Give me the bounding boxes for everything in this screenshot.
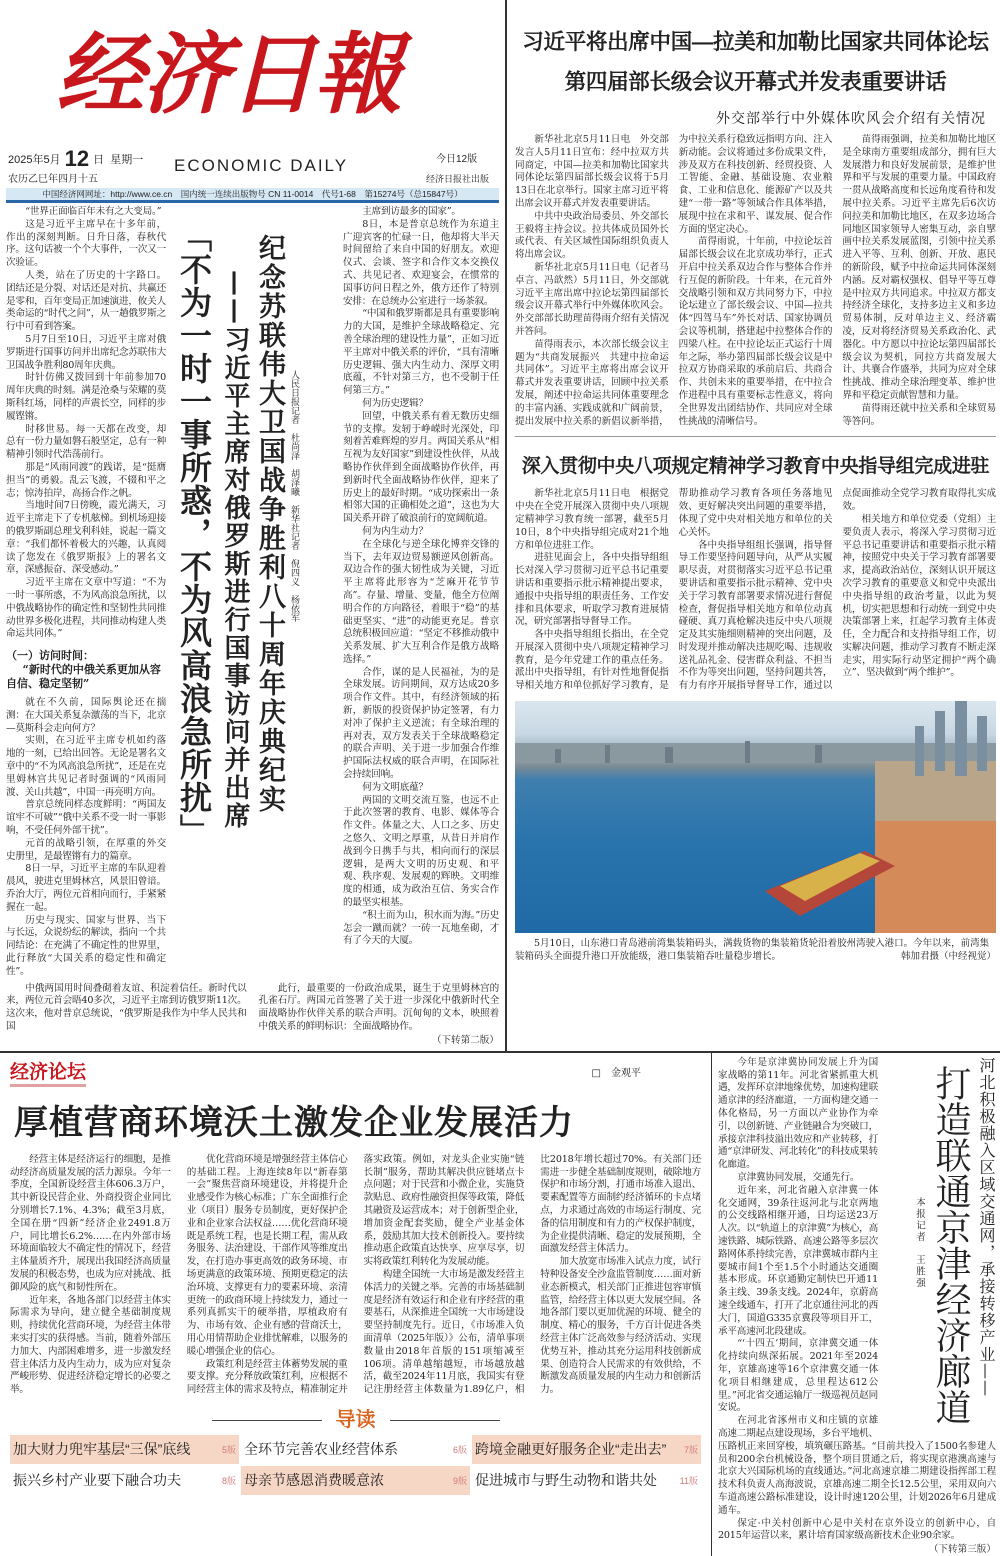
paragraph: “‘十四五’期间，京津冀交通一体化持续向纵深拓展。2021年至2024年，京雄高速等16个京津冀交通一体化项目相继建成，总里程达612公里。”河北省交通运输厅一级巡视员赵同安说。 bbox=[718, 1338, 878, 1414]
lunar-date: 农历乙巳年四月十五 bbox=[8, 174, 98, 185]
paragraph: 苗得雨表示，本次部长级会议主题为“共商发展振兴 共建中拉命运共同体”。习近平主席将出席会议开幕式并发表重要讲话，回顾中拉关系发展，阐述中拉命运共同体重要理念的丰富内涵、实践成就和广阔前景，提出发展中拉关系的新倡议新举措，为中拉关系行稳致远指明方向、注入新动能。会议将通过多份成果文件，涉及双方在科技创新、经贸投资、人工智能、金融、基础设施、农业粮食、工业和信息化、能源矿产以及共建“一带一路”等领域合作具体举措，展现中拉在求和平、谋发展、促合作方面的坚定决心。 bbox=[515, 134, 833, 427]
guide-item[interactable] bbox=[241, 1466, 470, 1495]
paragraph: 何为内生动力？ bbox=[362, 525, 428, 537]
guide-item[interactable] bbox=[10, 1466, 239, 1495]
paragraph: 相关地方和单位党委（党组）主要负责人表示，将深入学习贯彻习近平总书记重要讲话和重要指示批示精神，按照党中央关于学习教育部署要求，提高政治站位，深刻认识开展这次学习教育的重要意义和党中央派出中央指导组的政治考量，以此为契机，切实把思想和行动统一到党中央决策部署上来，扛起学习教育主体责任，全力配合和支持指导组工作，切实解决问题，推动学习教育不断走深走实，用实际行动坚定拥护“两个确立”、坚决做到“两个维护”。 bbox=[842, 513, 996, 679]
date-day: 12 bbox=[64, 146, 90, 171]
feature-subtitle: 纪念苏联伟大卫国战争胜利八十周年庆典纪实 bbox=[254, 234, 285, 814]
paragraph: 5月7日至10日，习近平主席对俄罗斯进行国事访问并出席纪念苏联伟大卫国战争胜利80周年庆典。 bbox=[6, 333, 166, 371]
paragraph: 新华社北京5月11日电 根据党中央在全党开展深入贯彻中央八项规定精神学习教育统一部署，截至5月10日，8个中央指导组完成对21个地方和单位进驻工作。 bbox=[515, 488, 669, 551]
feature-title-block bbox=[172, 206, 337, 979]
date-prefix: 2025年5月 bbox=[8, 154, 61, 166]
top-headline-line-2: 第四届部长级会议开幕式并发表重要讲话 bbox=[564, 70, 947, 94]
paragraph: 加大放宽市场准入试点力度，试行特种设备安全沙盒监管制度……面对新业态新模式，相关部门正推进包容审慎监管，给经营主体以更大发展空间。各地各部门要以更加优渥的环境、健全的制度、精心的服务，千方百计促进各类经营主体广泛高效参与经济活动、实现优势互补，推动其充分运用科技创新成果、创造符合人民需求的有效供给，不断激发高质量发展的内生动力和创新活力。 bbox=[540, 1256, 701, 1396]
hebei-continued: （下转第三版） bbox=[928, 1544, 996, 1556]
paragraph: 苗得雨还就中拉关系和全球贸易等答问。 bbox=[842, 402, 996, 427]
hebei-title-block bbox=[884, 1057, 996, 1437]
port-photo bbox=[515, 701, 996, 933]
paragraph: 主席到访最多的国家”。 bbox=[362, 206, 461, 217]
guide-item-title: 促进城市与野生动物和谐共处 bbox=[475, 1472, 657, 1489]
paragraph: 实则，在习近平主席专机如约落地的一刻，已给出回答。无论是署名文章中的“不为风高浪急所扰”，还是在克里姆林宫共见记者时强调的“风雨同渡、关山共越”，中国一再亮明方向。 bbox=[6, 735, 166, 798]
info-bar: 中国经济网网址：http://www.ce.cn 国内统一连续出版物号 CN 11-0014 代号1-68 第15274号（总15847号） bbox=[6, 188, 499, 203]
photo-caption bbox=[515, 937, 996, 963]
forum-author: □ 金观平 bbox=[591, 1068, 641, 1080]
paragraph: 人类，站在了历史的十字路口。团结还是分裂、对话还是对抗、共赢还是零和，百年变局正加速演进，攸关人类命运的“时代之问”，从一趟俄罗斯之行中可看到答案。 bbox=[6, 269, 166, 333]
feature-article bbox=[6, 206, 499, 979]
feature-left-column bbox=[6, 206, 166, 979]
guide-title bbox=[10, 1403, 701, 1432]
feature-bottom-paragraph: 中俄两国用时间叠砌着友谊、积淀着信任。新时代以来，两位元首会晤40多次，习近平主席到访俄罗斯11次。这次来，他对普京总统说，“俄罗斯是我作为中华人民共和国 bbox=[6, 982, 247, 1033]
paragraph: 这是习近平主席早在十多年前，作出的深刻判断。日升日落，春秋代序。这句话被一个个大事件，一次又一次验证。 bbox=[6, 218, 166, 269]
paragraph: 近年来，各地各部门以经营主体实际需求为导向，建立健全基础制度规则，持续优化营商环境，为经营主体带来实打实的获得感。当前，随着外部压力加大、内部困难增多，进一步激发经营主体活力及内生动力，成为应对复杂严峻形势、促进经济稳定增长的必要之举。 bbox=[10, 1294, 171, 1396]
forum-article bbox=[0, 1053, 712, 1556]
paragraph: 政策红利是经营主体蓄势发展的重要支撑。充分释放政策红利，应根据不同经营主体的需求及特点，精准制定并落实政策。例如，对龙头企业实施“链长制”服务，帮助其解决供应链堵点卡点问题；对于民营和小微企业，实施贷款贴息、政府性融资担保等政策，降低其融资及运营成本；对于创新型企业，增加资金配套奖励，健全产业基金体系，鼓励其加大技术创新投入。要持续推动惠企政策直达快享、应享尽享，切实将政策红利转化为发展动能。 bbox=[186, 1153, 525, 1396]
feature-bottom bbox=[6, 983, 499, 1051]
masthead bbox=[6, 0, 499, 206]
paragraph: 苗得雨强调，拉美和加勒比地区是全球南方重要组成部分，拥有巨大发展潜力和良好发展前景，是维护世界和平与发展的重要力量。中国政府一贯从战略高度和长远角度看待和发展中拉关系。习近平主席先后6次访问拉美和加勒比地区，在双多边场合同地区国家领导人密集互动，亲自擘画中拉关系发展蓝图，引领中拉关系进入平等、互利、创新、开放、惠民的新阶段，赋予中拉命运共同体深刻内涵。反对霸权强权、倡导平等互尊是中拉双方共同追求。中拉双方都支持经济全球化，支持多边主义和多边贸易体制，反对单边主义、经济霸凌，反对将经济贸易关系政治化、武器化。中方愿以中拉论坛第四届部长级会议为契机，同拉方共商发展大计、共襄合作盛举，共同为应对全球性挑战、推动全球治理变革、维护世界和平稳定贡献智慧和力量。 bbox=[842, 134, 996, 401]
paragraph: 8日，本是普京总统作为东道主广迎宾客的忙碌一日，他却将大半天时间留给了来自中国的好朋友。欢迎仪式、会谈、签字和合作文本交换仪式、共见记者、欢迎宴会，在惯常的国事访问日程之外，俄方还作了特别安排：在总统办公室进行一场茶叙。 bbox=[343, 218, 499, 307]
paragraph: 何为文明底蕴？ bbox=[362, 781, 428, 793]
paragraph: 时针仿佛又拨回到十年前参加70周年庆典的时刻。满是沧桑与荣耀的莫斯科红场，同样的声震长空，同样的步履铿锵。 bbox=[6, 372, 166, 422]
hebei-byline: 本报记者 王胜强 bbox=[914, 1196, 925, 1289]
hebei-article bbox=[712, 1053, 1000, 1556]
hebei-headline: 打造联通京津经济廊道 bbox=[931, 1064, 972, 1425]
divider bbox=[515, 436, 996, 437]
hebei-subtitle: 河北积极融入区域交通网，承接转移产业—— bbox=[977, 1056, 996, 1397]
guide-item-page: 9版 bbox=[452, 1475, 467, 1486]
guide-item-page: 6版 bbox=[452, 1444, 467, 1455]
forum-header bbox=[10, 1057, 701, 1087]
guide-item-page: 8版 bbox=[221, 1475, 236, 1486]
paragraph: 历史与现实、国家与世界、当下与长远，众说纷纭的解读，指向一个共同结论：在充满了不确定性的世界里，此行释放“大国关系的稳定性和确定性”。 bbox=[6, 914, 166, 977]
paragraph: 近年来，河北省融入京津冀一体化交通网，39条往返河北与北京两地的公交线路相继开通，日均运送23万人次。以“轨道上的京津冀”为核心，高速铁路、城际铁路、高速公路等多层次路网体系持续完善，京津冀城市群内主要城市间1个至1.5个小时通达交通圈基本形成。环京通勤定制快巴开通11条主线、39条支线。2024年，京蔚高速全线通车，打开了北京通往河北的西大门，国道G335京冀段等项目开工，承平高速河北段建成。 bbox=[718, 1184, 878, 1337]
top-headline-line-1: 习近平将出席中国—拉美和加勒比国家共同体论坛 bbox=[522, 30, 989, 54]
guide-item-title: 振兴乡村产业要下融合功夫 bbox=[13, 1472, 181, 1489]
paragraph: 京津冀协同发展，交通先行。 bbox=[737, 1171, 860, 1183]
paragraph: “中国和俄罗斯都是具有重要影响力的大国，是维护全球战略稳定、完善全球治理的建设性力量”，正如习近平主席对中俄关系的评价，“具有清晰历史逻辑、强大内生动力、深厚文明底蕴，不针对第三方，也不受制于任何第三方。” bbox=[343, 308, 499, 397]
weekday: 星期一 bbox=[110, 154, 144, 166]
paragraph: 何为历史逻辑？ bbox=[362, 397, 428, 409]
paragraph: 中共中央政治局委员、外交部长王毅将主持会议。拉共体成员国外长或代表、有关区域性国际组织负责人将出席会议。 bbox=[515, 210, 669, 261]
paragraph: “世界正面临百年未有之大变局。” bbox=[25, 206, 162, 217]
paragraph: 8日一早，习近平主席的车队迎着晨风，驶进克里姆林宫，风景旧曾谙。乔治大厅，两位元首相向而行，手紧紧握在一起。 bbox=[6, 863, 166, 913]
guide-item-page: 5版 bbox=[221, 1444, 236, 1455]
second-story-body bbox=[515, 488, 996, 693]
forum-headline: 厚植营商环境沃土激发企业发展活力 bbox=[14, 1103, 574, 1142]
top-story-body bbox=[515, 134, 996, 428]
section-label: （一）访问时间： bbox=[6, 649, 94, 663]
paragraph: 在河北省涿州市义和庄镇的京雄高速二期起点建设现场，多台平地机、压路机正来回穿梭，填筑碾压路基。“目前共投入了1500名参建人员和200余台机械设备，整个项目贯通之后，将实现京港澳高速与北京大兴国际机场的直线通达。”河北高速京雄二期建设指挥部工程技术科负责人高海波说，京雄高速二期全长12.5公里，采用双向六车道高速公路标准建设，设计时速120公里，计划2026年6月建成通车。 bbox=[718, 1415, 996, 1516]
paragraph: 经营主体是经济运行的细胞，是推动经济高质量发展的活力源泉。今年一季度，全国新设经营主体606.3万户，其中新设民营企业、外商投资企业同比分别增长7.1%、4.3%；截至3月底，全国在册“四新”经济企业2491.8万户，同比增长6.2%……在内外部市场环境面临较大不确定性的情况下，经营主体量质齐升，展现出我国经济高质量发展的积极态势，也成为应对挑战、抵御风险的底气和韧性所在。 bbox=[10, 1153, 171, 1293]
continued-note: （下转第二版） bbox=[431, 1034, 499, 1046]
guide-item[interactable] bbox=[241, 1435, 470, 1464]
paragraph: 新华社北京5月11日电（记者马卓言、冯歆然）5月11日，外交部就习近平主席出席中拉论坛第四届部长级会议开幕式举行中外媒体吹风会。外交部部长助理苗得雨介绍有关情况并答问。 bbox=[515, 261, 669, 337]
paragraph: 那是“风雨同渡”的践诺，是“挺膺担当”的勇毅。乱云飞渡，不辍和平之志；惊涛拍岸，高扬合作之帆。 bbox=[6, 461, 166, 499]
port-photo-illustration bbox=[515, 701, 996, 933]
feature-byline: 人民日报记者 杜尚泽 胡泽曦 新华社记者 倪四义 杨依军 bbox=[289, 370, 299, 622]
lower-section bbox=[0, 1053, 1000, 1556]
paragraph: 各中央指导组组长指出，在全党开展深入贯彻中央八项规定精神学习教育，是今年党建工作的重点任务。派出中央指导组，有针对性地督促指导相关地方和单位抓好学习教育，是帮助推动学习教育各项任务落地见效、更好解决突出问题的重要举措，体现了党中央对相关地方和单位的关心关怀。 bbox=[515, 488, 833, 692]
top-headline bbox=[515, 22, 996, 102]
paragraph: 各中央指导组组长强调，指导督导工作要坚持问题导向，从严从实履职尽责，对贯彻落实习近平总书记重要讲话和重要指示批示精神、党中央关于学习教育部署要求情况进行督促检查，督促指导相关地方和单位动真碰硬、真刀真枪解决违反中央八项规定及其实施细则精神的突出问题，及时发现并推动解决违规吃喝、违规收送礼品礼金、侵害群众利益、不担当不作为等突出问题，坚持问题共答，有力有序开展指导督导工作，通过以点促面推动全党学习教育取得扎实成效。 bbox=[678, 488, 996, 692]
paragraph: 苗得雨说，十年前，中拉论坛首届部长级会议在北京成功举行，正式开启中拉关系双边合作与整体合作并行互促的新阶段。十年来，在元首外交战略引领和双方共同努力下，中拉论坛建立了部长级会议、中国—拉共体“四驾马车”外长对话、国家协调员会议等机制，搭建起中拉整体合作的四梁八柱。在中拉论坛正式运行十周年之际，举办第四届部长级会议是中拉双方协商采取的承前启后、共商合作、共创未来的重要举措，在中拉合作进程中具有重要标志性意义，将向全世界发出团结协作、共同应对全球性挑战的清晰信号。 bbox=[678, 236, 833, 427]
caption-text: 5月10日，山东港口青岛港前湾集装箱码头，满载货物的集装箱货轮沿着胶州湾驶入港口。今年以来，前湾集装箱码头全面提升港口开放能级，港口集装箱吞吐量稳步增长。 bbox=[515, 938, 990, 963]
photo-credit: 韩加君摄（中经视觉） bbox=[900, 951, 996, 963]
paragraph: 保定·中关村创新中心是中关村在京外设立的创新中心，自2015年运营以来，累计培育国家级高新技术企业90余家。 bbox=[718, 1517, 996, 1542]
left-upper bbox=[0, 0, 505, 1051]
forum-body bbox=[10, 1154, 701, 1397]
feature-right-column bbox=[343, 206, 499, 979]
paragraph: 新华社北京5月11日电 外交部发言人5月11日宣布：经中拉双方共同商定，中国—拉美和加勒比国家共同体论坛第四届部长级会议将于5月13日在北京举行。国家主席习近平将出席会议开幕式并发表重要讲话。 bbox=[515, 134, 669, 209]
second-headline: 深入贯彻中央八项规定精神学习教育中央指导组完成进驻 bbox=[521, 456, 990, 478]
page-count: 今日12版 bbox=[436, 154, 478, 165]
guide-item[interactable] bbox=[472, 1435, 701, 1464]
guide-item[interactable] bbox=[10, 1435, 239, 1464]
paragraph: 普京总统同样态度鲜明：“两国友谊牢不可破”“俄中关系不受一时一事影响，不受任何外部干扰”。 bbox=[6, 799, 166, 837]
publisher: 经济日报社出版 bbox=[426, 175, 490, 185]
paragraph: 时移世易。每一天都在改变，却总有一份力量如磐石般坚定，总有一种精神引领时代浩荡前行。 bbox=[6, 423, 166, 461]
english-name: ECONOMIC DAILY bbox=[174, 156, 349, 175]
guide-item-page: 11版 bbox=[679, 1475, 698, 1486]
guide-item-title: 母亲节感恩消费暖意浓 bbox=[244, 1472, 384, 1489]
paragraph: “积土而为山，积水而为海。”历史怎会一蹴而就？一砖一瓦地垒砌，才有了今天的大厦。 bbox=[343, 909, 499, 947]
guide-item-page: 7版 bbox=[683, 1444, 698, 1455]
feature-main-title: 「不为一时一事所惑，不为风高浪急所扰」 bbox=[176, 220, 212, 847]
paragraph: 进驻见面会上，各中央指导组组长对深入学习贯彻习近平总书记重要讲话和重要指示批示精神提出要求，通报中央指导组的职责任务、工作安排和具体要求，听取学习教育进展情况，研究部署指导督导工作。 bbox=[515, 552, 669, 628]
newspaper-logo: 经济日報 bbox=[56, 22, 401, 126]
paragraph: 在全球化与逆全球化博弈交锋的当下，去年双边贸易额逆风创新高。双边合作的强大韧性成为关键，习近平主席将此形容为“芝麻开花节节高”。存量、增量、变量，他全方位阐明合作的方向路径，着眼于“稳”的基础更坚实、“进”的动能更充足。普京总统积极回应道：“坚定不移推动俄中关系发展、扩大互利合作是俄方战略选择。” bbox=[343, 538, 499, 665]
paragraph: 当地时间7日傍晚，霞光满天，习近平主席走下了专机舷梯。到机场迎接的俄罗斯副总理戈利科娃，说起一篇文章：“我们都怀着极大的兴趣，认真阅读了您发在《俄罗斯报》上的署名文章，深感振奋、深受感动。” bbox=[6, 500, 166, 576]
issue-date bbox=[8, 146, 143, 172]
paragraph: 两国的文明交流互鉴，也远不止于此次签署的教育、电影、媒体等合作文件。体量之大、人口之多、历史之悠久、文明之厚重，从昔日并肩作战到今日携手与共，相向而行的深层逻辑，是两大文明的历史观、和平观、秩序观、发展观的辉映。文明维度的相通，成为政治互信、务实合作的最坚实根基。 bbox=[343, 794, 499, 909]
guide-item-title: 全环节完善农业经营体系 bbox=[244, 1441, 398, 1458]
guide-list bbox=[10, 1435, 701, 1495]
paragraph: 今年是京津冀协同发展上升为国家战略的第11年。河北省紧抓重大机遇，发挥环京津地缘优势，加速构建联通京津的经济廊道，一方面构建交通一体化格局，另一方面以产业协作为牵引，以创新链、产业链融合为突破口，承接京津科技溢出效应和产业转移，打通“京津研发、河北转化”的科技成果转化廊道。 bbox=[718, 1056, 878, 1171]
paragraph: 就在不久前，国际舆论还在揣测：在大国关系复杂激荡的当下，北京—莫斯科会走向何方？ bbox=[6, 697, 166, 734]
guide-item-title: 跨境金融更好服务企业“走出去” bbox=[475, 1441, 667, 1458]
paragraph: 优化营商环境是增强经营主体信心的基础工程。上海连续8年以“新春第一会”聚焦营商环境建设，并将提升企业感受作为核心标准；广东全面推行企业（项目）服务专员制度，更好保护企业和企业家合法权益……优化营商环境既是系统工程，也是长期工程，需从政务服务、法治建设、干部作风等维度出发，在打造办事更高效的政务环境、市场更满意的政策环境、预期更稳定的法治环境、支撑更有力的要素环境、亲清更统一的政商环境上持续发力，通过一系列真抓实干的硬举措，厚植政府有为、市场有效、企业有感的营商沃土，用心用情帮助企业排忧解难，以服务的暖心增强企业的信心。 bbox=[186, 1153, 348, 1357]
section-title: “新时代的中俄关系更加从容自信、稳定坚韧” bbox=[6, 663, 161, 691]
date-suffix: 日 bbox=[93, 154, 105, 166]
paragraph: 构建全国统一大市场是激发经营主体活力的关键之举。完善的市场基础制度是经济有效运行和企业有序经营的重要基石，从深推进全国统一大市场建设要坚持制度先行。近日，《市场准入负面清单（2025年版）》公布，清单事项数量由2018年首版的151项缩减至106项。清单越缩越短，市场越放越活，截至2024年11月底，我国实有登记注册经营主体数量为1.89亿户，相比2018年增长超过70%。有关部门还需进一步健全基础制度规则，破除地方保护和市场分割，打通市场准入退出、要素配置等方面制约经济循环的卡点堵点，力求通过高效的市场运行制度、完备的信用制度和有力的产权保护制度，为企业提供清晰、稳定的发展预期，全面激发经营主体活力。 bbox=[363, 1153, 701, 1396]
paragraph: 合作，谋的是人民福祉，为的是全球发展。访问期间，双方达成20多项合作文件。其中，有经济领域的拓新，新版的投资保护协定签署，有力对冲了保护主义逆流；有全球治理的再对表，双方发表关于全球战略稳定的联合声明、关于进一步加强合作维护国际法权威的联合声明，在国际社会持续回响。 bbox=[343, 666, 499, 781]
column-label: 经济论坛 bbox=[10, 1057, 86, 1087]
paragraph: 元首的战略引领，在厚重的外交史册里，是最铿锵有力的篇章。 bbox=[6, 837, 166, 862]
top-subhead: 外交部举行中外媒体吹风会介绍有关情况 bbox=[716, 111, 986, 127]
guide-item[interactable] bbox=[472, 1466, 701, 1495]
feature-subtitle-2: ——习近平主席对俄罗斯进行国事访问并出席 bbox=[220, 270, 250, 830]
right-upper bbox=[505, 0, 1000, 1051]
paragraph: 习近平主席在文章中写道：“不为一时一事所惑，不为风高浪急所扰，以中俄战略协作的确定性和坚韧性共同推动世界多极化进程，共同推动构建人类命运共同体。” bbox=[6, 577, 166, 640]
guide-title-text: 导读 bbox=[335, 1408, 376, 1431]
guide-item-title: 加大财力兜牢基层“三保”底线 bbox=[13, 1441, 191, 1458]
paragraph: 回望，中俄关系有着无数历史细节的支撑。发轫于峥嵘时光深处，印刻着苦难辉煌的岁月。两国关系从“相互视为友好国家”到建设性伙伴，从战略协作伙伴到全面战略协作伙伴，再到新时代全面战略协作伙伴，迎来了历史上的最好时期。“成功探索出一条相邻大国的正确相处之道”，这也为大国关系开辟了破浪前行的宽阔航道。 bbox=[343, 410, 499, 525]
feature-bottom-paragraph-2: 此行，最重要的一份政治成果，诞生于克里姆林宫的孔雀石厅。两国元首签署了关于进一步深化中俄新时代全面战略协作伙伴关系的联合声明。沉甸甸的文本，映照着中俄关系的鲜明标识：全面战略协作。 bbox=[258, 982, 499, 1033]
